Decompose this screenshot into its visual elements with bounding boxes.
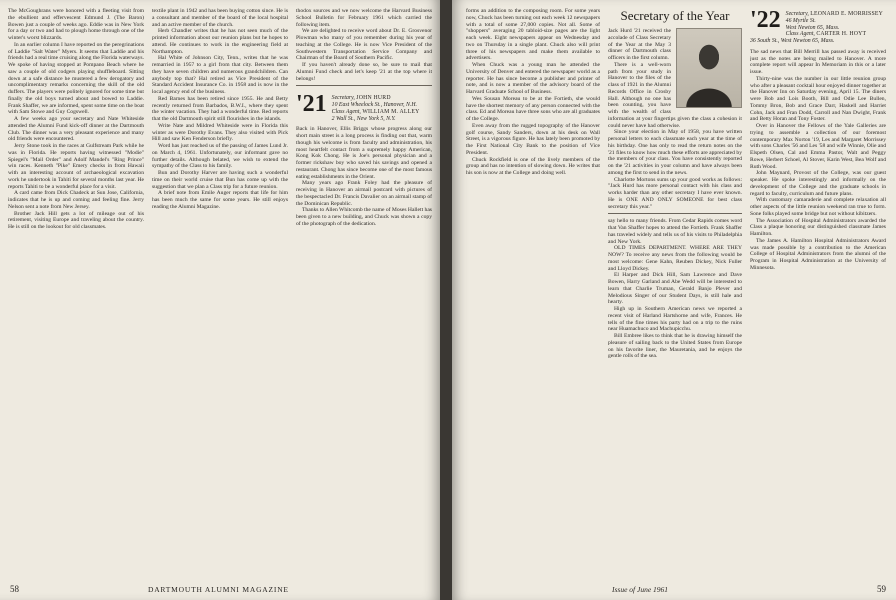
divider xyxy=(296,85,432,86)
paragraph: Wes Sousan Moreau to be at the Fortieth, she would have the shortest memory of any person connected with the class. Ed and Moreau have three sons who are all graduates of the College. xyxy=(466,95,600,122)
paragraph: textile plant in 1942 and has been buying cotton since. He is a consultant and member of the board of the local hospital and an active member of the church. xyxy=(152,8,288,28)
right-column-2 xyxy=(608,8,742,586)
paragraph: Thirty-nine was the number in our little reunion group who after a pleasant cocktail hour enjoyed dinner together at the Hanover Inn on Saturday evening, April 15. The diners were Bob and Lois Booth, Bill and Odie Lee Bullen, Tommy Bron, Bob and Grace Darr, Haskell and Harriet Cohn, Jack and Fran Dodd, Carroll and Nan Dwight, Frank and Betty Horan and Tony Foster. xyxy=(750,75,886,123)
secretary-name: JOHN HURD xyxy=(356,95,391,102)
paragraph: Red Barnes has been retired since 1955. He and Betty recently returned from Barbados, B.W.I., where they spent the winter vacation. They had a wonderful time. Red reports that the old Dartmouth spirit still flourishes in the islands. xyxy=(152,95,288,122)
paragraph: Bun and Dorothy Harver are having such a wonderful time on their world cruise that Bun has come up with the suggestion that we plan a Class trip for a future reunion. xyxy=(152,170,288,190)
binding-gutter xyxy=(440,0,452,600)
paragraph: High up in Southern American news we reported a recent visit of Harland Hartshorne and wife, Frances. He tells of the fine times his party had on a trip to the ruins near Huamachuco and Machupicchu. xyxy=(608,306,742,333)
agent-label: Class Agent, xyxy=(331,108,361,115)
left-column-3 xyxy=(296,8,432,586)
paragraph: El Harper and Dick Hill, Sam Lawrence and Dave Bowen, Harry Garland and Abe Wedd will be interested to learn that Charlie Truman, Gerald Banjo Plever and Melodious Singer of our Student Days, is still hale and hearty. xyxy=(608,272,742,306)
agent-address: 2 Wall St., New York 5, N.Y. xyxy=(331,115,396,122)
paragraph: Thanks to Allen Whitcomb the name of Moses Hallett has been given to a new building, and Chuck was shown a copy of the photograph of the dedication. xyxy=(296,207,432,227)
paragraph: A few weeks ago your secretary and Nate Whiteside attended the Alumni Fund kick-off dinner at the Dartmouth Club. The dinner was a very pleasant experience and many old friends were encountered. xyxy=(8,116,144,143)
left-page xyxy=(0,0,440,600)
right-column-1 xyxy=(466,8,600,586)
class-year-22: '22 xyxy=(750,8,781,33)
paragraph: Charlotte Mortons sums up your good works as follows: "Jack Hurd has more personal contact with his class and works harder than any other secretary I have ever known. He is ONE AND ONLY SOMEONE for best class secretary this year." xyxy=(608,176,742,210)
agent-label: Class Agent, xyxy=(785,31,815,38)
secretary-label: Secretary, xyxy=(331,95,355,102)
paragraph: John Maynard, Provost of the College, was our guest speaker. He spoke interestingly and informally on the development of the College and the graduate schools in regard to faculty, curriculum and future plans. xyxy=(750,170,886,197)
paragraph: If you haven't already done so, be sure to mail that Alumni Fund check and let's keep '21 at the top where it belongs! xyxy=(296,62,432,82)
divider xyxy=(608,213,742,214)
portrait-photo xyxy=(676,28,742,108)
paragraph: With customary camaraderie and complete relaxation all other aspects of the little reunion weekend ran true to form. Sone folks played some bridge but not without kibitzers. xyxy=(750,197,886,217)
agent-name: CARTER H. HOYT xyxy=(816,31,867,38)
paragraph: Since your election in May of 1958, you have written personal letters to each classmate each year at the time of his birthday. One has only to read the return notes on the '21 files to know how much these efforts are appreciated by the members of your class. You have consistently reported on the '21 activities in your column and have always been among the first to send in the news. xyxy=(608,129,742,176)
paragraph: The Association of Hospital Administrators awarded the Class a plaque honoring our distinguished classmate James Hamilton. xyxy=(750,217,886,238)
agent-address: 36 South St., West Newton 65, Mass. xyxy=(750,38,835,45)
paragraph: The sad news that Bill Merrill has passed away is received just as the notes are being mailed to Hanover. A more complete report will appear In Memoriam in this or a later issue. xyxy=(750,48,886,76)
paragraph: Chuck Rockfield is one of the lively members of the group and has no intention of slowing down. He writes that his son is now at the College and doing well. xyxy=(466,156,600,176)
feature-headline: Secretary of the Year xyxy=(620,8,730,23)
paragraph: There is a well-worn path from your study in Hanover to the files of the class of 1921 in the Alumni Records Office in Crosby Hall. Although no one has been counting, you have with the wealth of class information at your fingertips given the class a cohesion it could never have had otherwise. xyxy=(608,61,742,129)
paragraph: Over in Hanover the Fellows of the Yale Galleries are trying to assemble a collection of our foremost contemporary Max Norton '19, Les and Margaret Morrissey with sons Charles '56 and Les '58 and wife Winnie, Olie and Elspeth Olsen, Cal and Emma Pastor, Walt and Peggy Rowe, Herbert Schoel, Al Stover, Karin West, Bea Wolf and Ruth Wood. xyxy=(750,123,886,170)
class-22-header xyxy=(750,8,886,45)
paragraph: Bill Embree likes to think that he is drawing himself the pleasure of sailing back to the United States from Europe on his favorite liner, the Mauretania, and he enjoys the gentle rolls of the sea. xyxy=(608,333,742,360)
paragraph: Write Nate and Mildred Whiteside were in Florida this winter as were Dorothy Evans. They also visited with Pick Hill and saw Ken Fenderson briefly. xyxy=(152,122,288,143)
agent-name: WILLIAM M. ALLEY xyxy=(362,108,420,115)
magazine-title-footer: DARTMOUTH ALUMNI MAGAZINE xyxy=(148,585,289,594)
paragraph: Herb Chandler writes that he has not seen much of the printed information about our reunion plans but he hopes to attend. He continues to work in the engineering field at Northampton. xyxy=(152,28,288,55)
page-number-left: 58 xyxy=(10,584,19,594)
paragraph: A brief note from Emile Auger reports that life for him has been much the same for some years. He still enjoys reading the Alumni Magazine. xyxy=(152,190,288,210)
paragraph: Brother Jack Hill gets a lot of mileage out of his retirement, visiting Europe and traveling about the country. He is still on the lookout for old classmates. xyxy=(8,210,144,230)
paragraph: say hello to many friends. From Cedar Rapids comes word that Van Shaffer hopes to attend the Fortieth. Frank Shaffer has traveled widely and tells us of his visits to Philadelphia and New York. xyxy=(608,218,742,245)
paragraph: Word has just reached us of the passing of James Lund Jr. on March 4, 1961. Unfortunately, our informant gave no further details. Although belated, we wish to extend the sympathy of the Class to his family. xyxy=(152,143,288,170)
secretary-address: West Newton 65, Mass. xyxy=(785,24,840,31)
paragraph: Many years ago Frank Foley had the pleasure of receiving in Hanover an airmail postcard with pictures of the bespectacled Dr. Francis Davalier on an airmail stamp of the Dominican Republic. xyxy=(296,180,432,207)
secretary-address: 46 Myrtle St. xyxy=(785,17,816,24)
class-21-header xyxy=(296,92,432,122)
paragraph: The James A. Hamilton Hospital Administrators Award was made possible by a contribution to the American College of Hospital Administrators from the alumni of the Program in Hospital Administration at the University of Minnesota. xyxy=(750,237,886,271)
paragraph: Jack Hurd '21 received the accolade of Class Secretary of the Year at the May 3 dinner of Dartmouth class officers in the first column. xyxy=(608,28,671,61)
paragraph: A card came from Dick Chadeck at Sun Jose, California, indicates that he is up and coming and feeling fine. Jerry Nelson sent a note from New Jersey. xyxy=(8,190,144,210)
secretary-address: 10 East Wheelock St., Hanover, N.H. xyxy=(331,102,417,109)
left-column-1 xyxy=(8,8,144,586)
page-number-right: 59 xyxy=(877,584,886,594)
paragraph: In an earlier column I have reported on the peregrinations of Laddie "Salt Water" Myers. It seems that Laddie and his friends had a real time cruising along the Florida waterways. We spoke of having stopped at Pompano Beach where he saw a couple of old codgers playing shuffleboard. Sitting down at a safe distance he mustered a few derogatory and uncomplimentary remarks concerning the skill of the old duffers. The players were politely ignored for some time but finally the old boys turned about and bowed to Laddie. Frank Shaffer, we are informed, spent some time on the boat with Sam Stowe and Guy Cogswell. xyxy=(8,41,144,116)
paragraph: Jerry Stone took in the races at Gulfstream Park while he was in Florida. He reports having witnessed "Modie" Spiegel's "Mail Order" and Adolf Mandel's "Ring Prince" win races. Kenneth "Pike" Emery checks in from Hawaii with an interesting account of archaeological excavation work he undertook in Tahiti for several months last year. He reports Tahiti to be a wonderful place for a visit. xyxy=(8,143,144,190)
paragraph: We are delighted to receive word about Dr. E. Grosvenor Plowman who many of you remember during his year of teaching at the College. He is now Vice President of the Southwestern Transportation Service Company and Chairman of the Board of Southern Pacific. xyxy=(296,28,432,62)
issue-date-footer: Issue of June 1961 xyxy=(612,585,669,594)
class-year-21: '21 xyxy=(296,92,327,118)
right-page xyxy=(452,0,896,600)
paragraph: thodox sources and we now welcome the Harvard Business School Bulletin for February 1961 which carried the following item. xyxy=(296,8,432,28)
paragraph: Back in Hanover, Ellis Briggs whose progress along our short main street is a long process is finding out that, warm though his welcome is from faculty and administration, his most heartfelt contact from a supremely happy American, Kong Kok Chong. He is Joe's personal physician and a former rickshaw boy who saved his savings and opened a restaurant. Chong has since become one of the most famous eating establishments in the Orient. xyxy=(296,126,432,180)
secretary-label: Secretary, xyxy=(785,11,809,17)
secretary-name: LEONARD E. MORRISSEY xyxy=(810,11,884,17)
right-column-3 xyxy=(750,8,886,586)
paragraph: The McGoughrans were honored with a fleeting visit from the ebullient and effervescent Edmund J. (The Baron) Bowen just a couple of weeks ago. Eddie was in New York for a day or two and had to plough home through one of the winter's worst blizzards. xyxy=(8,8,144,41)
paragraph: OLD TIMES DEPARTMENT. WHERE ARE THEY NOW? To receive any news from the following would be most welcome: Gene Kahn, Reuben Dickey, Nick Fuller and Lloyd Dickey. xyxy=(608,245,742,272)
paragraph: forms an addition to the composing room. For some years now, Chuck has been turning out each week 12 newspapers with a total of some 27,000 copies. Not all. Some of "shoppers" averaging 20 tabloid-size pages are the light each week. Eight newspapers appear on Wednesday and two on Thursday in a single plant. Chuck also will print three of his newspapers and make them available to advertisers. xyxy=(466,8,600,62)
paragraph: Hal White of Johnson City, Tenn., writes that he was remarried in 1957 to a girl from that city. Between them they have seven children and numerous grandchildren. Can anybody top that? Hal retired as Vice President of the Standard Accident Insurance Co. in 1958 and is now in the local agency end of the business. xyxy=(152,55,288,95)
left-column-2 xyxy=(152,8,288,586)
paragraph: When Chuck was a young man he attended the University of Denver and entered the newspaper world as a reporter. He has since become a publisher and printer of note, and is now a member of the advisory board of the Harvard Graduate School of Business. xyxy=(466,62,600,95)
paragraph: Even away from the rugged topography of the Hanover golf course, Sandy Sanders, down at his desk on Wall Street, is a vigorous figure. He has lately been promoted by the First National City Bank to the position of Vice President. xyxy=(466,122,600,156)
